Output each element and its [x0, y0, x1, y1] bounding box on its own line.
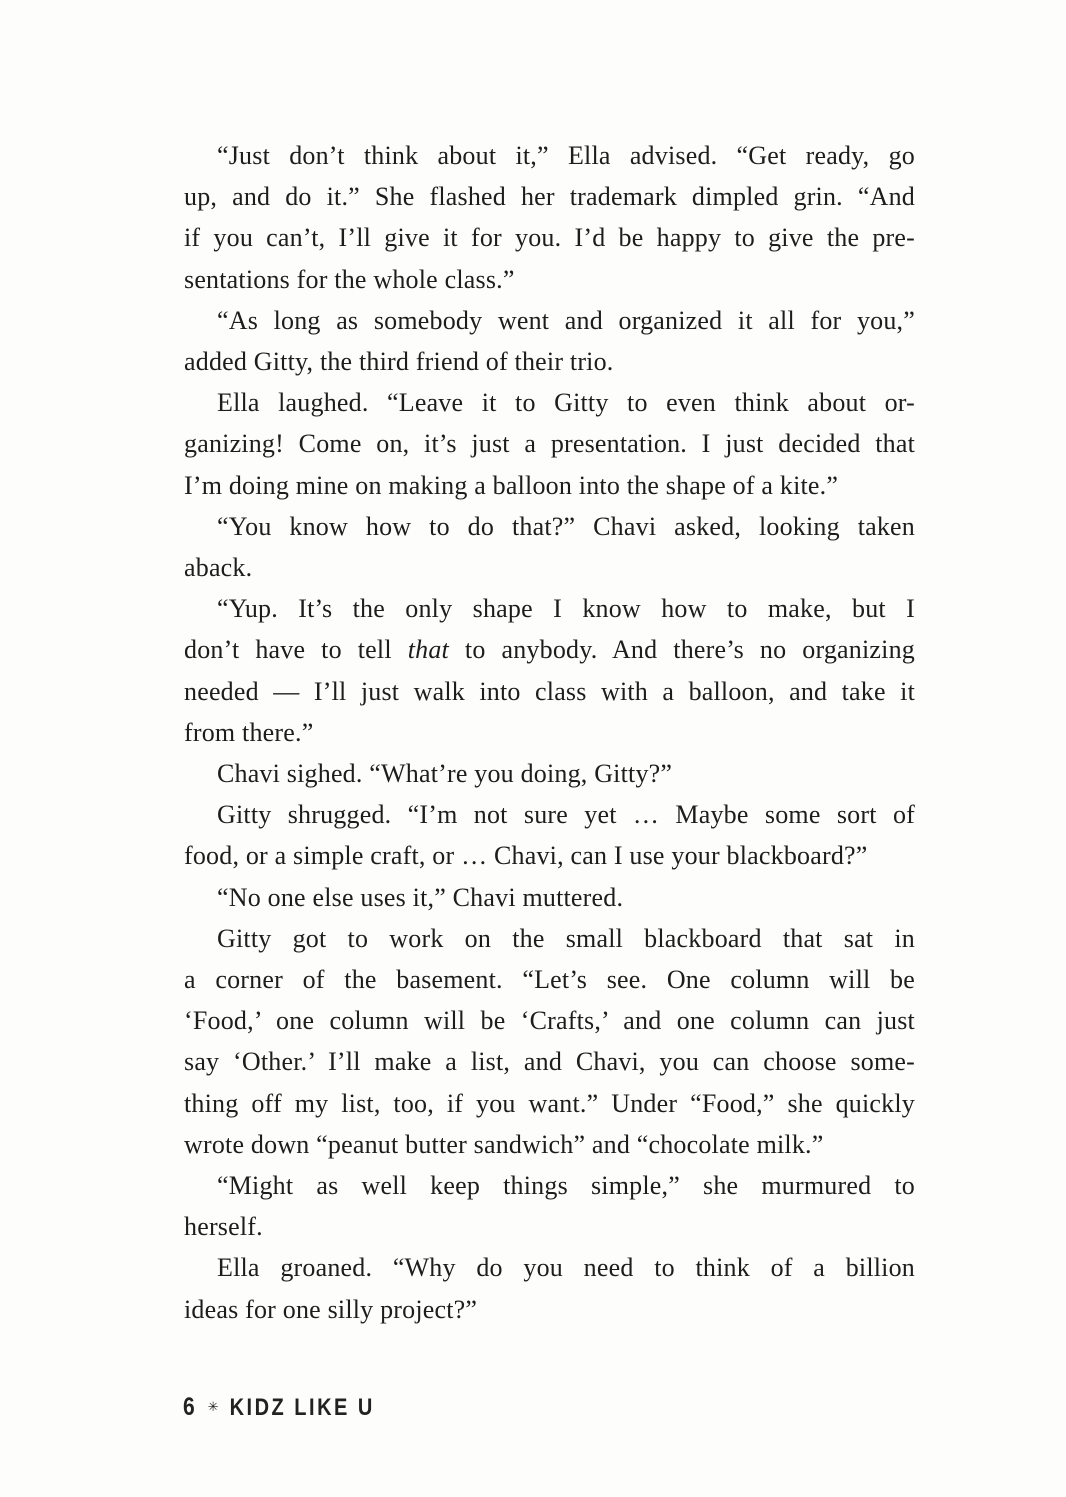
text-line: sentations for the whole class.”: [184, 264, 515, 294]
text-line: don’t have to tell that to anybody. And there’s no organizing: [184, 635, 915, 665]
text-line: if you can’t, I’ll give it for you. I’d be happy to give the pre-: [184, 223, 915, 253]
text-line: I’m doing mine on making a balloon into the shape of a kite.”: [184, 470, 839, 500]
text-line: Gitty shrugged. “I’m not sure yet … Maybe some sort of: [217, 800, 915, 830]
text-line: “Yup. It’s the only shape I know how to make, but I: [217, 594, 915, 624]
book-title: KIDZ LIKE U: [229, 1394, 375, 1421]
text-line: Gitty got to work on the small blackboard that sat in: [217, 923, 915, 953]
text-line: food, or a simple craft, or … Chavi, can I use your blackboard?”: [184, 841, 868, 871]
text-line: “Might as well keep things simple,” she murmured to: [217, 1171, 915, 1201]
text-line: added Gitty, the third friend of their trio.: [184, 347, 614, 377]
text-line: say ‘Other.’ I’ll make a list, and Chavi, you can choose some-: [184, 1047, 915, 1077]
text-line: “No one else uses it,” Chavi muttered.: [217, 882, 624, 912]
text-line: a corner of the basement. “Let’s see. One column will be: [184, 965, 915, 995]
page-number: 6: [183, 1393, 195, 1422]
page-body: [184, 135, 915, 1330]
text-line: “You know how to do that?” Chavi asked, looking taken: [217, 511, 915, 541]
text-line: ‘Food,’ one column will be ‘Crafts,’ and one column can just: [184, 1006, 915, 1036]
text-line: needed — I’ll just walk into class with a balloon, and take it: [184, 676, 915, 706]
text-line: Ella groaned. “Why do you need to think of a billion: [217, 1253, 915, 1283]
text-line: ideas for one silly project?”: [184, 1294, 478, 1324]
asterisk-separator-icon: ✳: [207, 1399, 219, 1414]
text-line: herself.: [184, 1212, 263, 1242]
page-footer: [183, 1393, 375, 1422]
text-line: Chavi sighed. “What’re you doing, Gitty?”: [217, 759, 673, 789]
text-line: Ella laughed. “Leave it to Gitty to even think about or-: [217, 388, 915, 418]
text-line: wrote down “peanut butter sandwich” and “chocolate milk.”: [184, 1129, 824, 1159]
text-line: from there.”: [184, 717, 314, 747]
text-line: “As long as somebody went and organized it all for you,”: [217, 305, 915, 335]
text-line: ganizing! Come on, it’s just a presentation. I just decided that: [184, 429, 915, 459]
text-line: “Just don’t think about it,” Ella advised. “Get ready, go: [217, 141, 915, 170]
text-line: aback.: [184, 553, 253, 583]
text-line: thing off my list, too, if you want.” Under “Food,” she quickly: [184, 1088, 915, 1118]
text-line: up, and do it.” She flashed her trademark dimpled grin. “And: [184, 182, 915, 212]
